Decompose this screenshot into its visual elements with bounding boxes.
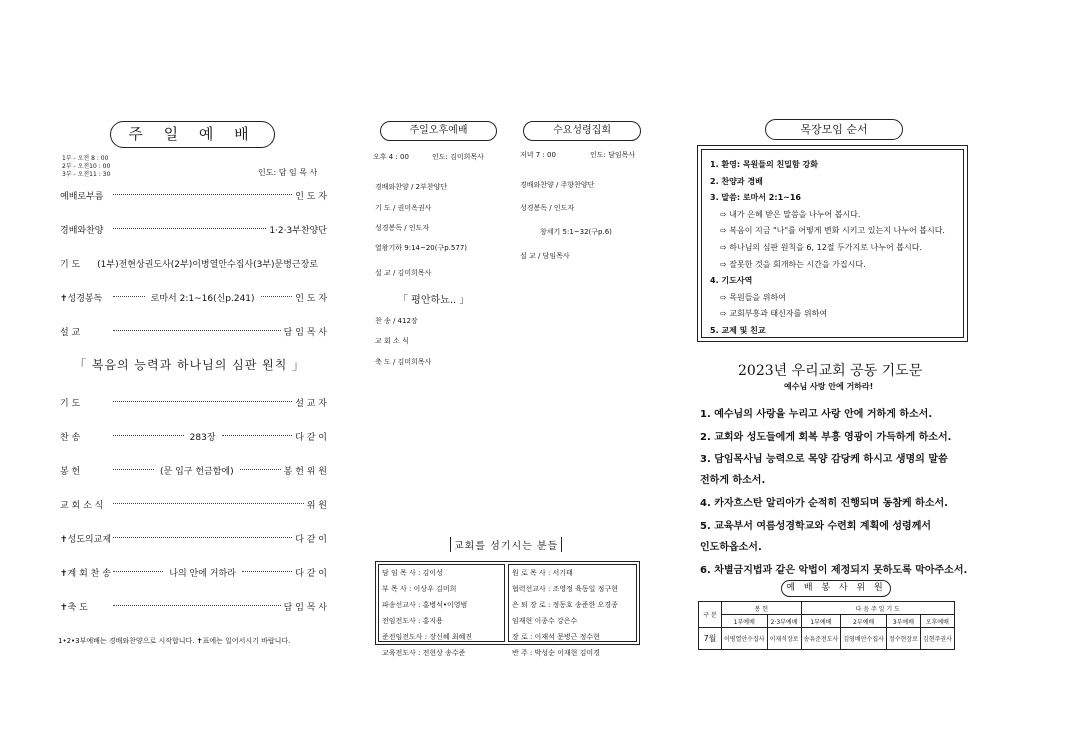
leader-dots	[113, 537, 292, 538]
service-table	[698, 601, 955, 650]
order-content: 나의 안에 거하라	[169, 569, 236, 579]
afternoon-item: 찬 송 / 412장	[375, 317, 418, 325]
afternoon-item: 기 도 / 권미옥권사	[375, 204, 432, 212]
table-subhead: 1부예배	[801, 615, 841, 628]
service-time-2: 2부 - 오전10 : 00	[62, 163, 111, 170]
afternoon-item: 교 회 소 식	[375, 337, 409, 345]
staff-title: 교회를 섬기시는 분들	[450, 537, 562, 552]
order-label: 봉 헌	[60, 467, 81, 477]
afternoon-item: 「 평안하뇨.. 」	[398, 295, 470, 306]
table-subhead: 3부예배	[886, 615, 920, 628]
afternoon-item: 축 도 / 김미희목사	[375, 358, 432, 366]
cell-group-box	[697, 145, 968, 342]
wednesday-leader: 인도: 담임목사	[590, 151, 636, 159]
afternoon-time: 오후 4 : 00	[373, 153, 409, 161]
leader-dots	[222, 435, 293, 436]
staff-right-panel	[508, 564, 637, 657]
prayer-subtitle: 예수님 사랑 안에 거하라!	[784, 382, 874, 391]
leader-dots	[113, 228, 266, 229]
cell-group-item: 2. 찬양과 경배	[710, 176, 763, 186]
staff-row	[509, 613, 621, 629]
staff-left-panel	[378, 564, 505, 657]
order-row	[60, 430, 327, 443]
order-leader: 설 교 자	[295, 399, 327, 409]
order-leader: 담 임 목 사	[283, 328, 327, 338]
leader-dots	[113, 469, 154, 470]
prayer-item: 3. 담임목사님 능력으로 목양 감당케 하시고 생명의 말씀	[700, 454, 948, 465]
service-committee-title: 예 배 봉 사 위 원	[781, 580, 891, 597]
order-label: 경배와찬양	[60, 226, 104, 236]
staff-row	[379, 565, 475, 581]
afternoon-leader: 인도: 김미희목사	[432, 153, 484, 161]
table-cell: 이재석장로	[767, 628, 801, 650]
prayer-item: 2. 교회와 성도들에게 회복 부흥 영광이 가득하게 하소서.	[700, 432, 952, 443]
staff-entry: 반 주 : 박성순 이재현 김미경	[512, 649, 600, 657]
table-head-category: 구 분	[699, 602, 722, 628]
wednesday-item: 성경봉독 / 인도자	[520, 204, 575, 212]
cell-group-item: ⇨ 목원들을 위하여	[720, 292, 786, 302]
order-label: ✝성경봉독	[60, 294, 103, 304]
order-leader: 인 도 자	[295, 192, 327, 202]
order-leader: 봉 헌 위 원	[283, 467, 327, 477]
table-cell: 정수현장로	[886, 628, 920, 650]
order-row	[60, 223, 327, 236]
cell-group-item: 4. 기도사역	[710, 276, 753, 286]
afternoon-item: 열왕기하 9:14~20(구p.577)	[375, 244, 468, 252]
table-head-prayer: 다 음 주 일 기 도	[801, 602, 954, 615]
staff-row	[509, 581, 621, 597]
cell-group-item: ⇨ 교회부흥과 태신자를 위하여	[720, 309, 828, 319]
afternoon-worship-title: 주일오후예배	[380, 121, 497, 141]
order-content: 로마서 2:1~16(신p.241)	[150, 294, 255, 304]
service-time-3: 3부 - 오전11 : 30	[62, 171, 111, 178]
table-subhead: 2부예배	[841, 615, 887, 628]
order-row	[60, 291, 327, 304]
staff-entry: 교육전도사 : 전현상 송수준	[382, 649, 466, 657]
order-label: ✝성도의교제	[60, 535, 112, 545]
cell-group-item: 1. 환영: 목원들의 친밀함 강화	[710, 160, 818, 169]
order-label: 기 도	[60, 399, 81, 409]
footnote: 1•2•3부예배는 경배와찬양으로 시작합니다. ✝표에는 일어서시기 바랍니다.	[58, 637, 291, 645]
cell-group-item: ⇨ 잘못한 것을 회개하는 시간을 가집시다.	[720, 259, 866, 269]
prayer-item: 인도하옵소서.	[700, 542, 762, 553]
prayer-item: 4. 카자흐스탄 알리아가 순적히 진행되며 동참케 하소서.	[700, 498, 948, 509]
cell-group-title: 목장모임 순서	[765, 119, 903, 140]
table-subhead: 오후예배	[920, 615, 954, 628]
order-leader: 다 같 이	[295, 433, 327, 443]
order-leader: 다 같 이	[295, 535, 327, 545]
staff-entry: 파송선교사 : 홍병식•이영범	[382, 601, 468, 609]
wednesday-item: 창세기 5:1~32(구p.6)	[540, 228, 612, 236]
order-row	[60, 532, 327, 545]
staff-entry: 부 목 사 : 이상우 김미희	[382, 585, 457, 593]
table-cell: 김현주권사	[920, 628, 954, 650]
afternoon-item: 경배와찬양 / 2부찬양단	[375, 183, 448, 191]
table-subhead: 1부예배	[722, 615, 768, 628]
cell-group-item: ⇨ 복음이 지금 "나"를 어떻게 변화 시키고 있는지 나누어 봅시다.	[720, 226, 945, 236]
table-head-offering: 봉 헌	[722, 602, 802, 615]
leader-dots	[242, 571, 292, 572]
staff-row	[379, 597, 475, 613]
order-row	[60, 464, 327, 477]
staff-box	[375, 561, 640, 657]
order-label: 예배로부름	[60, 192, 104, 202]
wednesday-item: 경배와찬양 / 주향찬양단	[520, 181, 595, 189]
staff-entry: 장 로 : 이재석 문병근 정수현	[512, 633, 600, 641]
order-leader: 다 같 이	[295, 569, 327, 579]
staff-row	[509, 645, 621, 661]
staff-entry: 전임전도사 : 홍지용	[382, 617, 443, 625]
order-leader: 1·2·3부찬양단	[269, 226, 327, 236]
cell-group-item: ⇨ 하나님의 심판 원칙을 6, 12절 두가지로 나누어 봅시다.	[720, 243, 922, 252]
cell-group-item: ⇨ 내가 은혜 받은 말씀을 나누어 봅시다.	[720, 209, 861, 219]
leader-top: 인도: 담 임 목 사	[258, 168, 318, 177]
order-row	[60, 566, 327, 579]
order-content: (1부)전현상권도사(2부)이병열안수집사(3부)문병근장로	[97, 260, 318, 270]
leader-dots	[113, 330, 281, 331]
leader-dots	[113, 194, 292, 195]
staff-row	[509, 565, 621, 581]
table-cell: 송유준전도사	[801, 628, 841, 650]
leader-dots	[261, 296, 293, 297]
afternoon-item: 성경봉독 / 인도자	[375, 224, 430, 232]
order-content: 283장	[189, 433, 216, 443]
leader-dots	[113, 435, 184, 436]
table-subhead: 2·3부예배	[767, 615, 801, 628]
order-row	[60, 396, 327, 409]
staff-entry: 담 임 목 사 : 김이성	[382, 569, 443, 577]
prayer-item: 6. 차별금지법과 같은 악법이 제정되지 못하도록 막아주소서.	[700, 565, 968, 576]
staff-entry: 은 퇴 장 로 : 정동호 송준한 오경종	[512, 601, 618, 609]
staff-row	[509, 597, 621, 613]
prayer-title: 2023년 우리교회 공동 기도문	[738, 363, 923, 379]
sunday-worship-title: 주 일 예 배	[110, 121, 275, 148]
order-label: ✝축 도	[60, 603, 88, 613]
order-label: 기 도	[60, 260, 81, 270]
order-label: 찬 송	[60, 433, 81, 443]
order-label: 설 교	[60, 328, 81, 338]
wednesday-item: 설 교 / 담임목사	[520, 252, 570, 260]
order-leader: 위 원	[306, 501, 327, 511]
staff-entry: 임재현 이종수 강은수	[512, 617, 578, 625]
order-content: (문 입구 헌금함에)	[160, 467, 234, 477]
staff-row	[509, 629, 621, 645]
order-label: 교 회 소 식	[60, 501, 104, 511]
leader-dots	[113, 401, 292, 402]
table-cell: 이병열안수집사	[722, 628, 768, 650]
wednesday-time: 저녁 7 : 00	[520, 151, 556, 159]
staff-row	[379, 645, 475, 661]
staff-row	[379, 613, 475, 629]
prayer-item: 1. 예수님의 사랑을 누리고 사랑 안에 거하게 하소서.	[700, 409, 933, 420]
order-leader: 담 임 목 사	[283, 603, 327, 613]
staff-entry: 준전임전도사 : 장신혜 최혜진	[382, 633, 473, 641]
table-row-label: 7월	[699, 628, 722, 650]
leader-dots	[113, 296, 145, 297]
leader-dots	[113, 571, 163, 572]
order-row	[60, 257, 327, 270]
staff-row	[379, 629, 475, 645]
sermon-title: 「 복음의 능력과 하나님의 심판 원칙 」	[74, 358, 306, 372]
order-leader: 인 도 자	[295, 294, 328, 304]
order-row	[60, 189, 327, 202]
staff-row	[379, 581, 475, 597]
cell-group-item: 5. 교제 및 친교	[710, 326, 766, 335]
afternoon-item: 설 교 / 김미희목사	[375, 269, 432, 277]
order-row	[60, 498, 327, 511]
staff-entry: 원 로 목 사 : 서기태	[512, 569, 573, 577]
prayer-item: 5. 교육부서 여름성경학교와 수련회 계획에 성령께서	[700, 521, 932, 532]
order-row	[60, 325, 327, 338]
order-label: ✝계 회 찬 송	[60, 569, 111, 579]
wednesday-service-title: 수요성령집회	[523, 121, 641, 141]
staff-entry: 협력선교사 : 조영정 육동일 정구현	[512, 585, 618, 593]
order-row	[60, 600, 327, 613]
prayer-item: 전하게 하소서.	[700, 475, 766, 486]
cell-group-item: 3. 말씀: 로마서 2:1~16	[710, 193, 801, 203]
leader-dots	[113, 503, 304, 504]
leader-dots	[113, 605, 281, 606]
table-cell: 김영배안수집사	[841, 628, 887, 650]
leader-dots	[240, 469, 281, 470]
service-time-1: 1부 - 오전 8 : 00	[62, 155, 109, 162]
